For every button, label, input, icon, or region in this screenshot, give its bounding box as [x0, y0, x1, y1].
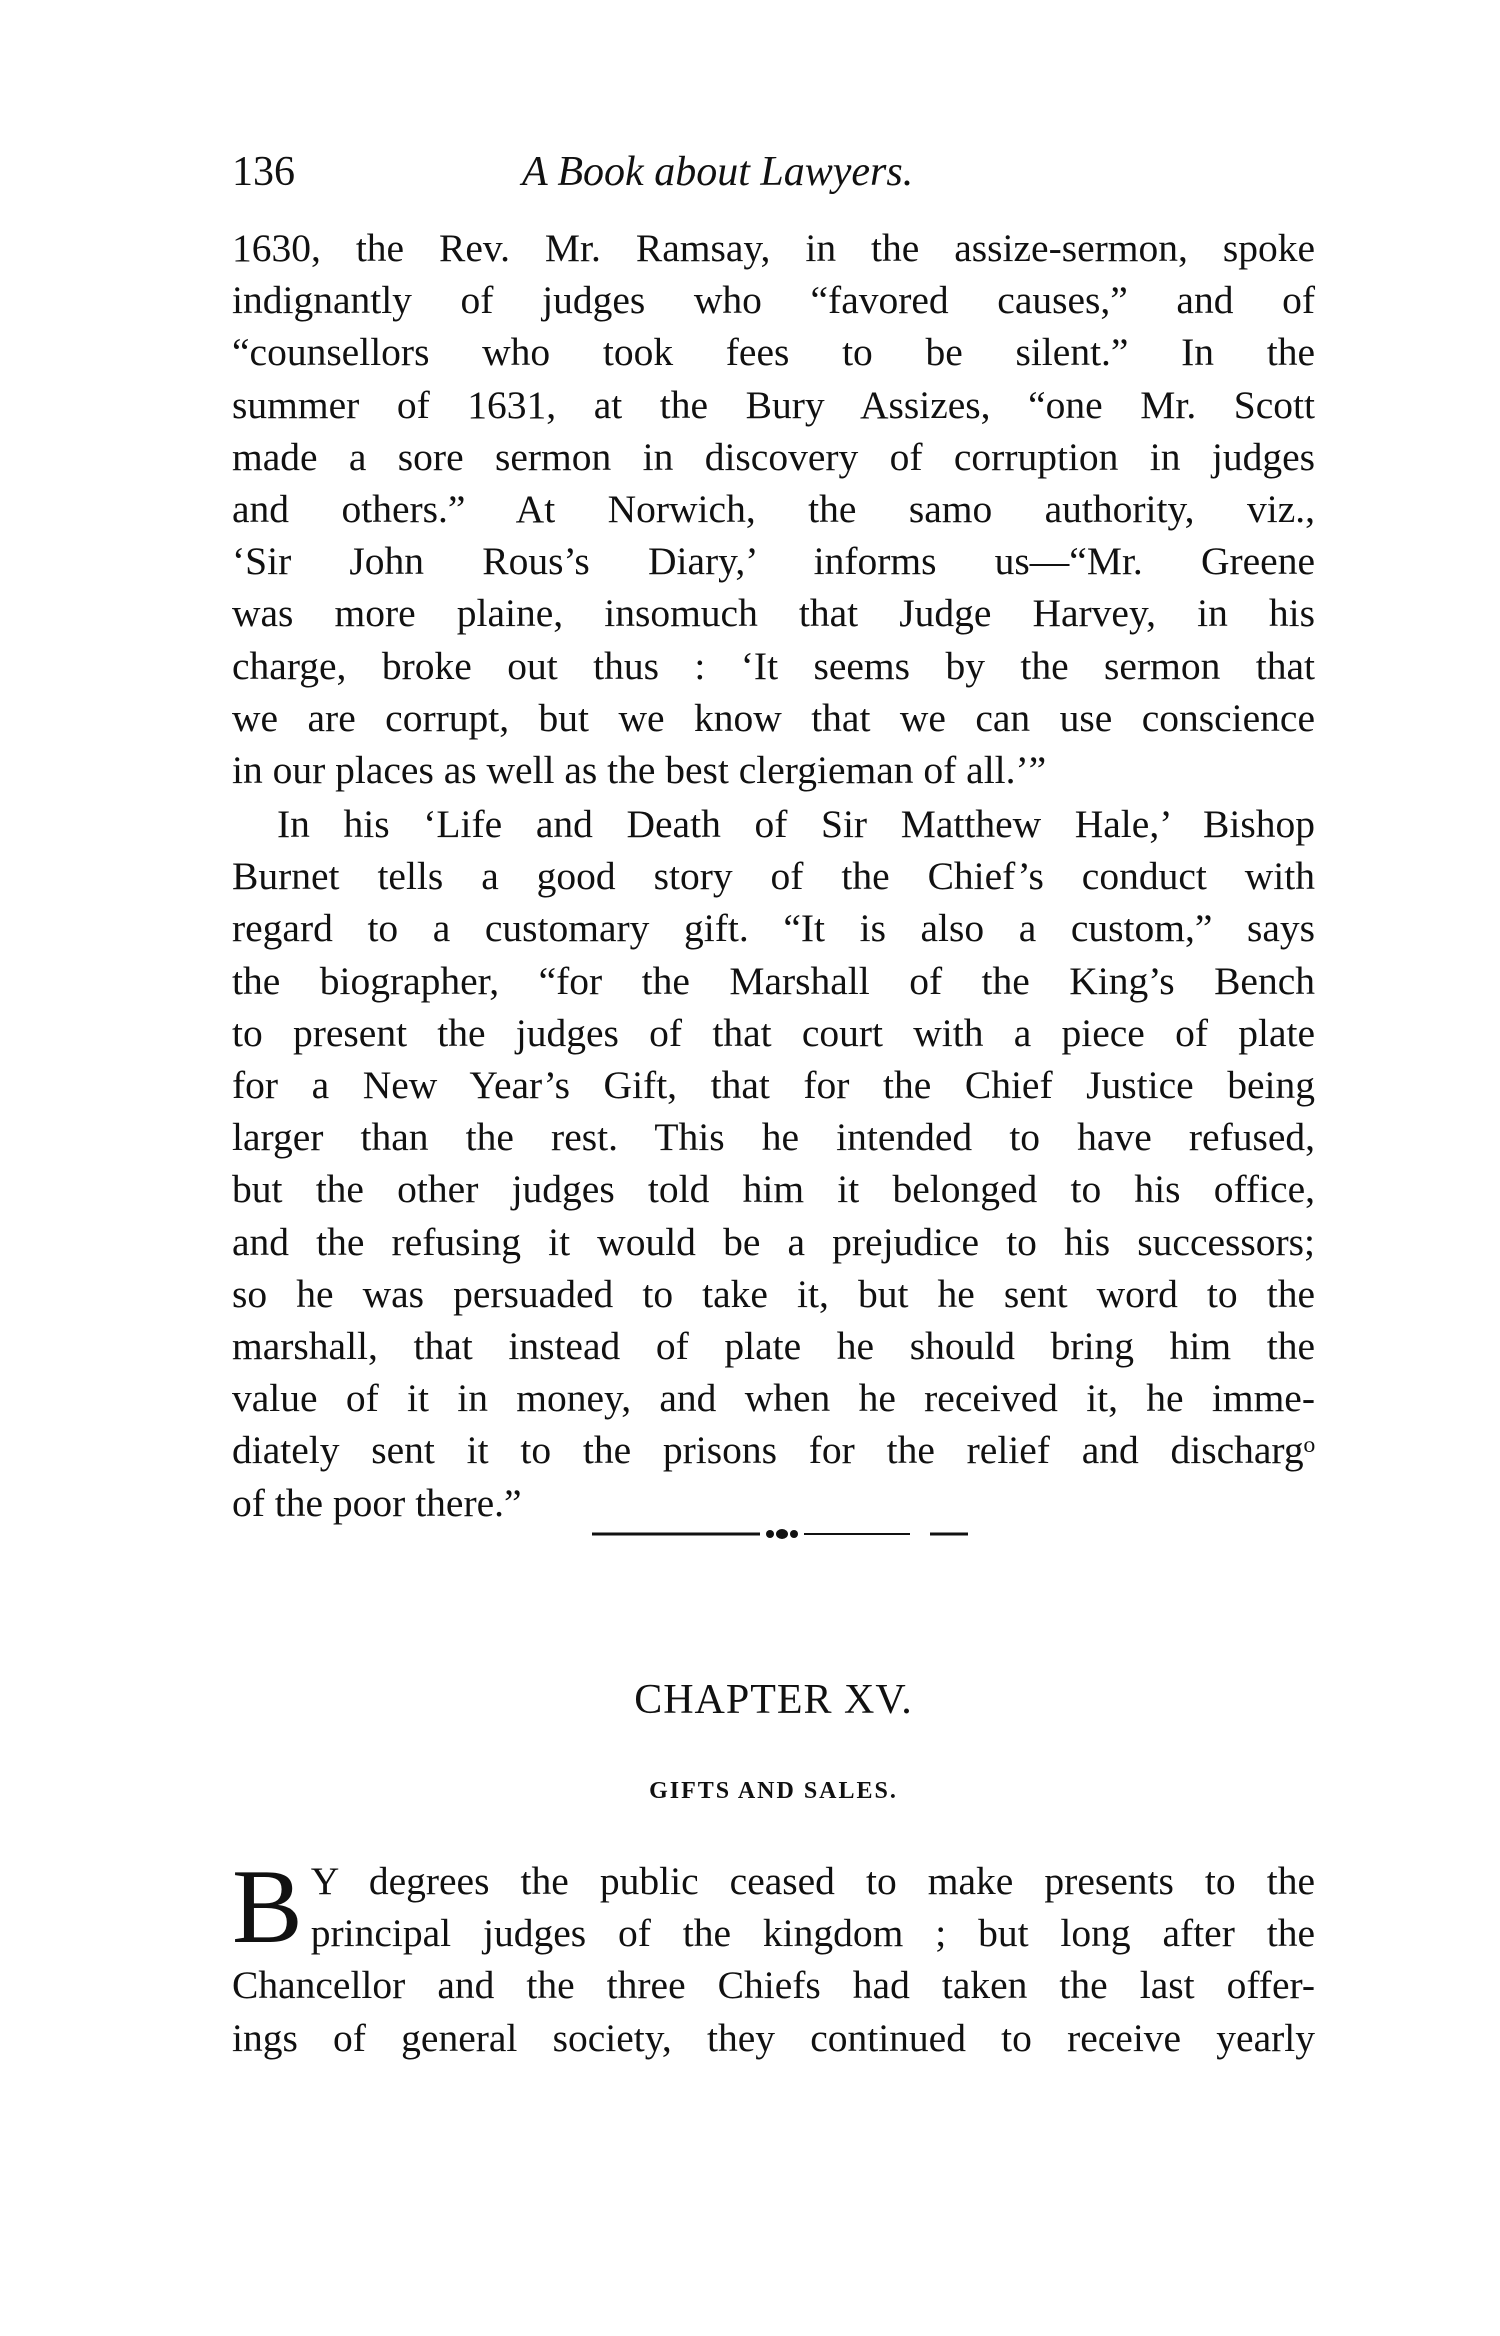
paragraph-chapter-opening: [232, 1848, 1315, 2064]
text-line: value of it in money, and when he received it, he imme-: [232, 1376, 1315, 1421]
text-line: 1630, the Rev. Mr. Ramsay, in the assize-sermon, spoke: [232, 226, 1315, 270]
text-line: ‘Sir John Rous’s Diary,’ informs us—“Mr. Greene: [232, 539, 1315, 584]
text-line: in our places as well as the best clergieman of all.’”: [232, 748, 1047, 793]
text-line: summer of 1631, at the Bury Assizes, “one Mr. Scott: [232, 382, 1315, 427]
chapter-subtitle: GIFTS AND SALES.: [649, 1778, 898, 1804]
paragraph-continued: [232, 222, 1315, 796]
text-line: was more plaine, insomuch that Judge Harvey, in his: [232, 591, 1315, 636]
text-line: the biographer, “for the Marshall of the King’s Bench: [232, 958, 1315, 1003]
text-line: we are corrupt, but we know that we can use conscience: [232, 695, 1315, 740]
text-line: diately sent it to the prisons for the relief and dischargᵒ: [232, 1428, 1315, 1473]
section-divider-ornament: [590, 1524, 970, 1544]
text-line: “counsellors who took fees to be silent.” In the: [232, 330, 1315, 375]
paragraph-hale: [232, 798, 1315, 1529]
text-line: and the refusing it would be a prejudice to his successors;: [232, 1219, 1315, 1264]
page-number: 136: [232, 149, 295, 195]
text-line: of the poor there.”: [232, 1480, 522, 1525]
text-line: regard to a customary gift. “It is also a custom,” says: [232, 906, 1315, 951]
drop-cap: B: [232, 1848, 303, 1965]
running-title: A Book about Lawyers.: [522, 149, 914, 195]
text-line: but the other judges told him it belonged to his office,: [232, 1167, 1315, 1212]
text-line: to present the judges of that court with a piece of plate: [232, 1010, 1315, 1055]
text-line: Chancellor and the three Chiefs had taken the last offer-: [232, 1963, 1315, 2008]
text-line: ings of general society, they continued to receive yearly: [232, 2015, 1315, 2060]
text-line: for a New Year’s Gift, that for the Chief Justice being: [232, 1063, 1315, 1108]
text-line: Y degrees the public ceased to make presents to the: [310, 1859, 1315, 1903]
text-line: and others.” At Norwich, the samo authority, viz.,: [232, 487, 1315, 532]
running-head: [232, 148, 1312, 208]
text-line: principal judges of the kingdom ; but long after the: [310, 1911, 1315, 1956]
text-line: Burnet tells a good story of the Chief’s conduct with: [232, 854, 1315, 899]
text-line: charge, broke out thus : ‘It seems by the sermon that: [232, 643, 1315, 688]
text-line: so he was persuaded to take it, but he sent word to the: [232, 1271, 1315, 1316]
chapter-title: CHAPTER XV.: [634, 1677, 913, 1723]
text-line: made a sore sermon in discovery of corruption in judges: [232, 434, 1315, 479]
text-line: In his ‘Life and Death of Sir Matthew Hale,’ Bishop: [277, 802, 1315, 846]
text-line: indignantly of judges who “favored causes,” and of: [232, 278, 1315, 323]
text-line: marshall, that instead of plate he should bring him the: [232, 1324, 1315, 1369]
text-line: larger than the rest. This he intended to have refused,: [232, 1115, 1315, 1160]
